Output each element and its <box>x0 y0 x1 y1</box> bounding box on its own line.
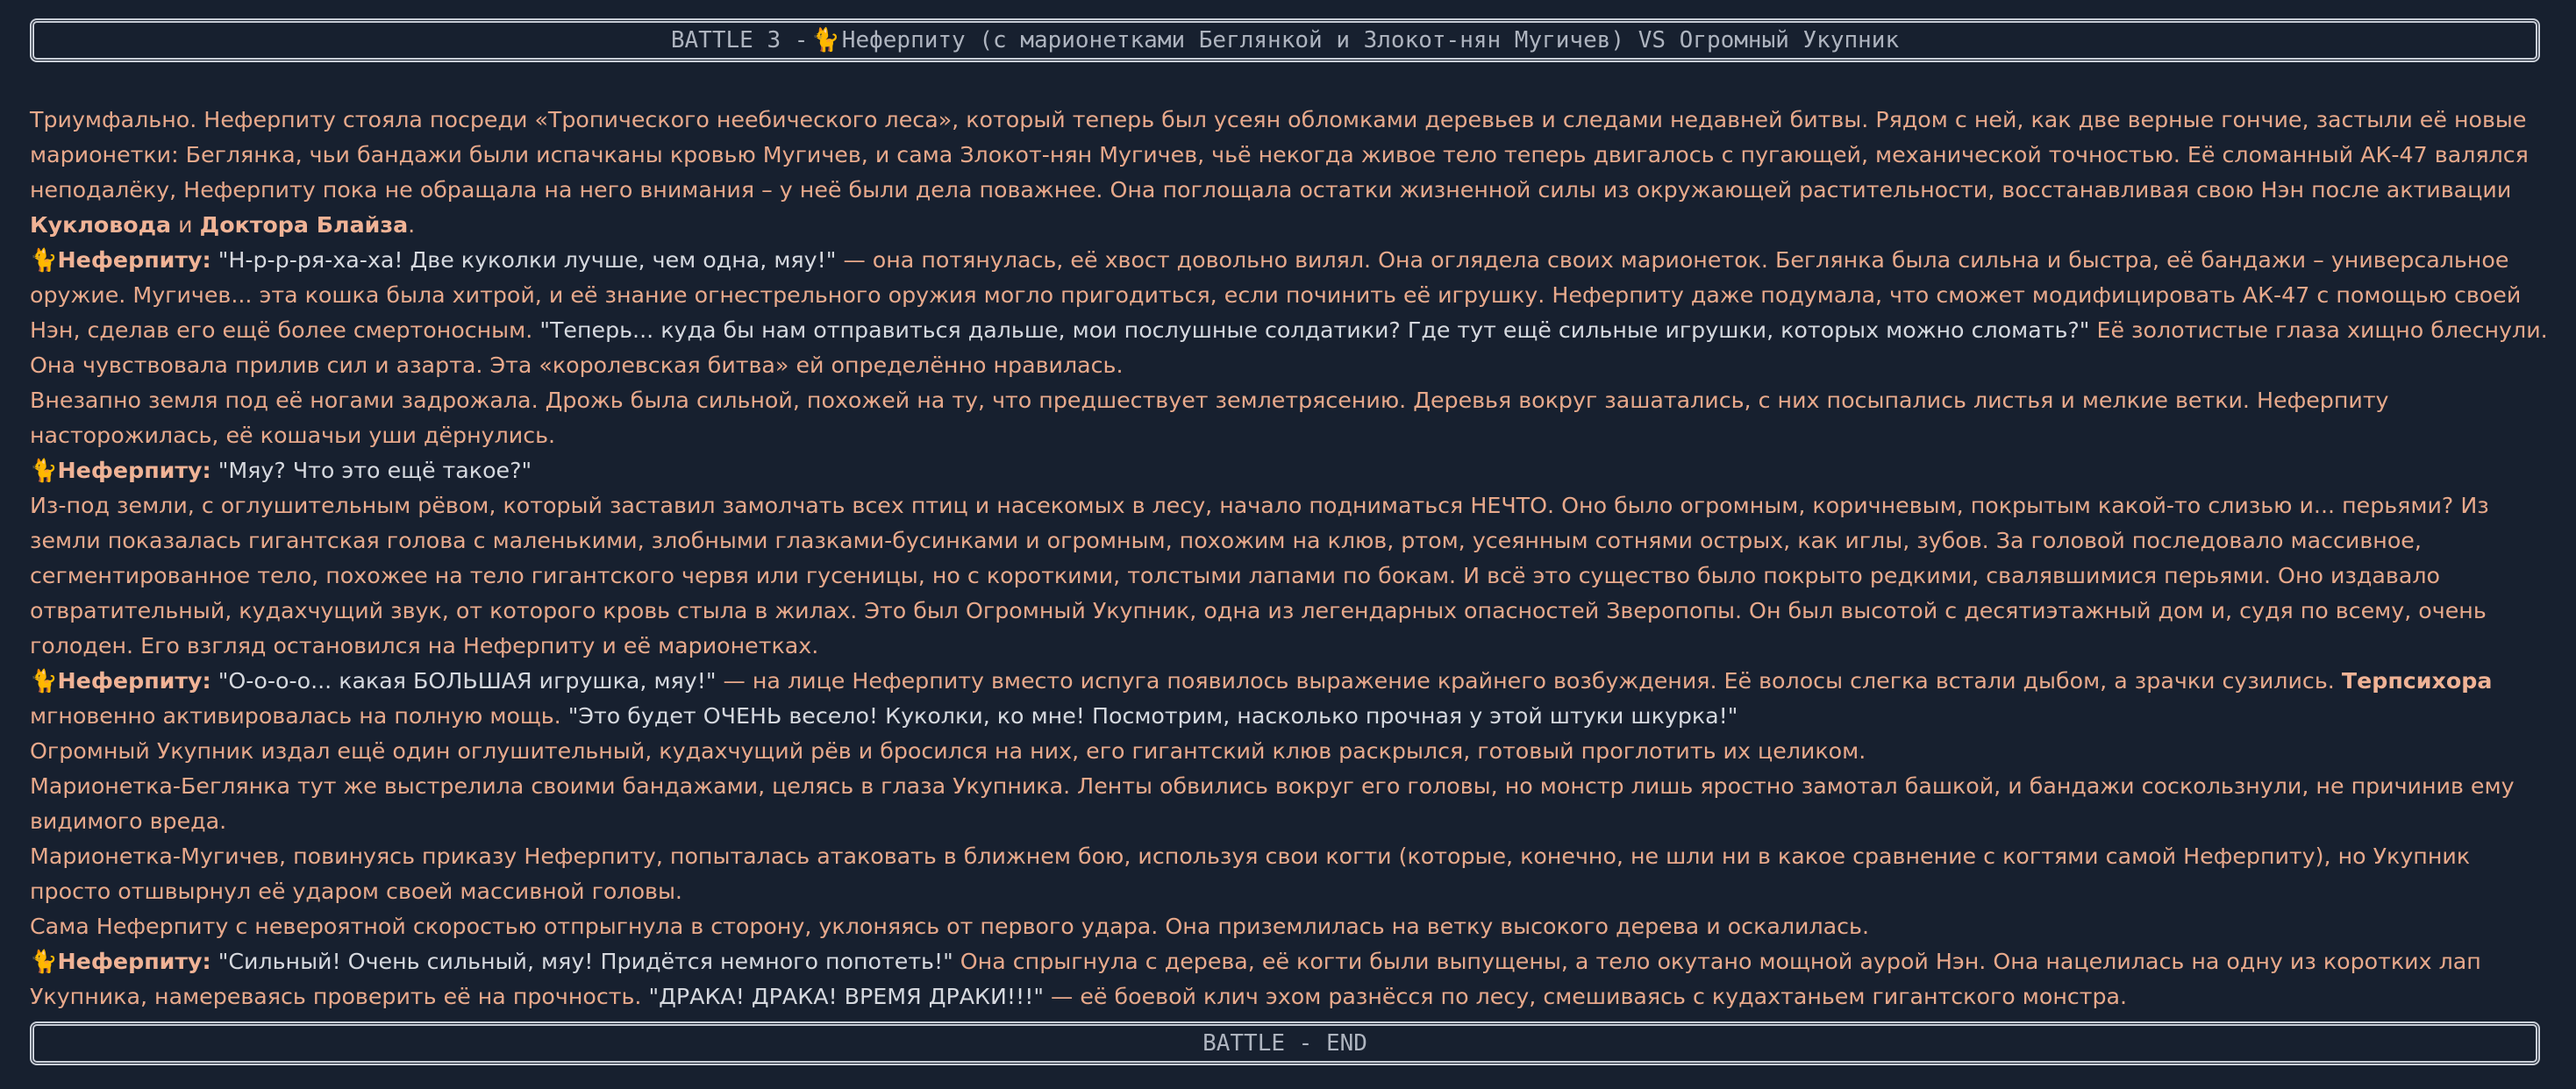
ability-name: Кукловода <box>30 212 172 238</box>
cat-icon: 🐈 <box>30 247 58 273</box>
story-paragraph: Из-под земли, с оглушительным рёвом, который заставил замолчать всех птиц и насекомых в лесу, начало подниматься НЕЧТО. Оно было огромным, коричневым, покрытым какой-то слизью и... перьями? Из земли показалась гигантская голова с маленькими, злобными глазками-бусинками и огромным, похожим на клюв, ртом, усеянным сотнями острых, как иглы, зубов. За головой последовало массивное, сегментированное тело, похожее на тело гигантского червя или гусеницы, но с короткими, толстыми лапами по бокам. И всё это существо было покрыто редкими, свалявшимися перьями. Оно издавало отвратительный, кудахчущий звук, от которого кровь стыла в жилах. Это был Огромный Укупник, одна из легендарных опасностей Зверопопы. Он был высотой с десятиэтажный дом и, судя по всему, очень голоден. Его взгляд остановился на Неферпиту и её марионетках. <box>30 493 2489 658</box>
speaker-label: 🐈Неферпиту: <box>30 247 211 273</box>
cat-icon: 🐈 <box>30 949 58 974</box>
dialogue-line: 🐈Неферпиту: "Сильный! Очень сильный, мяу! Придётся немного попотеть!" Она спрыгнула с дерева, её когти были выпущены, а тело окутано мощной аурой Нэн. Она нацелилась на одну из коротких лап Укупника, намереваясь проверить её на прочность. "ДРАКА! ДРАКА! ВРЕМЯ ДРАКИ!!!" — её боевой клич эхом разнёсся по лесу, смешиваясь с кудахтаньем гигантского монстра. <box>30 944 2549 1014</box>
story-paragraph: Внезапно земля под её ногами задрожала. Дрожь была сильной, похожей на ту, что предшествует землетрясению. Деревья вокруг зашатались, с них посыпались листья и мелкие ветки. Неферпиту насторожилась, её кошачьи уши дёрнулись. <box>30 388 2389 448</box>
ability-name: Терпсихора <box>2341 668 2493 694</box>
dialogue-line: 🐈Неферпиту: "Н-р-р-ря-ха-ха! Две куколки лучше, чем одна, мяу!" — она потянулась, её хвост довольно вилял. Она оглядела своих марионеток. Беглянка была сильна и быстра, её бандажи – универсальное оружие. Мугичев... эта кошка была хитрой, и её знание огнестрельного оружия могло пригодиться, если починить её игрушку. Неферпиту даже подумала, что сможет модифицировать АК-47 с помощью своей Нэн, сделав его ещё более смертоносным. "Теперь... куда бы нам отправиться дальше, мои послушные солдатики? Где тут ещё сильные игрушки, которых можно сломать?" Её золотистые глаза хищно блеснули. Она чувствовала прилив сил и азарта. Эта «королевская битва» ей определённо нравилась. <box>30 243 2549 383</box>
battle-header-title: Неферпиту (с марионетками Беглянкой и Злокот-нян Мугичев) VS Огромный Укупник <box>841 27 1900 53</box>
story-paragraph: Марионетка-Беглянка тут же выстрелила своими бандажами, целясь в глаза Укупника. Ленты обвились вокруг его головы, но монстр лишь яростно замотал башкой, и бандажи соскользнули, не причинив ему видимого вреда. <box>30 773 2515 834</box>
battle-header-banner <box>30 18 2540 62</box>
speaker-label: 🐈Неферпиту: <box>30 949 211 974</box>
speaker-label: 🐈Неферпиту: <box>30 668 211 694</box>
story-paragraph: Огромный Укупник издал ещё один оглушительный, кудахчущий рёв и бросился на них, его гигантский клюв раскрылся, готовый проглотить их целиком. <box>30 738 1866 764</box>
story-paragraph: Сама Неферпиту с невероятной скоростью отпрыгнула в сторону, уклоняясь от первого удара. Она приземлилась на ветку высокого дерева и оскалилась. <box>30 914 1869 939</box>
battle-end-banner <box>30 1021 2540 1065</box>
dialogue-quote: "ДРАКА! ДРАКА! ВРЕМЯ ДРАКИ!!!" <box>648 984 1044 1009</box>
cat-icon: 🐈 <box>30 458 58 483</box>
battle-end-label: BATTLE - END <box>1202 1030 1367 1057</box>
speaker-label: 🐈Неферпиту: <box>30 458 211 483</box>
dialogue-quote: "Сильный! Очень сильный, мяу! Придётся немного попотеть!" <box>211 949 953 974</box>
cat-icon: 🐈 <box>30 668 58 694</box>
story-paragraph: Триумфально. Неферпиту стояла посреди «Тропического неебического леса», который теперь был усеян обломками деревьев и следами недавней битвы. Рядом с ней, как две верные гончие, застыли её новые марионетки: Беглянка, чьи бандажи были испачканы кровью Мугичев, и сама Злокот-нян Мугичев, чьё некогда живое тело теперь двигалось с пугающей, механической точностью. Её сломанный АК-47 валялся неподалёку, Неферпиту пока не обращала на него внимания – у неё были дела поважнее. Она поглощала остатки жизненной силы из окружающей растительности, восстанавливая свою Нэн после активации Кукловода и Доктора Блайза. <box>30 107 2529 238</box>
dialogue-quote: "Теперь... куда бы нам отправиться дальше, мои послушные солдатики? Где тут ещё сильные игрушки, которых можно сломать?" <box>539 317 2090 343</box>
battle-header-prefix: BATTLE 3 - <box>670 27 809 53</box>
dialogue-quote: "О-о-о-о... какая БОЛЬШАЯ игрушка, мяу!" <box>211 668 717 694</box>
dialogue-quote: "Это будет ОЧЕНЬ весело! Куколки, ко мне! Посмотрим, насколько прочная у этой штуки шкурка!" <box>567 703 1738 729</box>
battle-story <box>30 103 2549 1014</box>
ability-name: Доктора Блайза <box>199 212 409 238</box>
dialogue-quote: "Н-р-р-ря-ха-ха! Две куколки лучше, чем одна, мяу!" <box>211 247 837 273</box>
dialogue-quote: "Мяу? Что это ещё такое?" <box>211 458 532 483</box>
dialogue-line: 🐈Неферпиту: "О-о-о-о... какая БОЛЬШАЯ игрушка, мяу!" — на лице Неферпиту вместо испуга появилось выражение крайнего возбуждения. Её волосы слегка встали дыбом, а зрачки сузились. Терпсихора мгновенно активировалась на полную мощь. "Это будет ОЧЕНЬ весело! Куколки, ко мне! Посмотрим, насколько прочная у этой штуки шкурка!" <box>30 664 2549 734</box>
story-paragraph: Марионетка-Мугичев, повинуясь приказу Неферпиту, попыталась атаковать в ближнем бою, используя свои когти (которые, конечно, не шли ни в какое сравнение с когтями самой Неферпиту), но Укупник просто отшвырнул её ударом своей массивной головы. <box>30 843 2471 904</box>
cat-icon: 🐈 <box>811 27 840 53</box>
dialogue-line <box>30 453 2549 488</box>
